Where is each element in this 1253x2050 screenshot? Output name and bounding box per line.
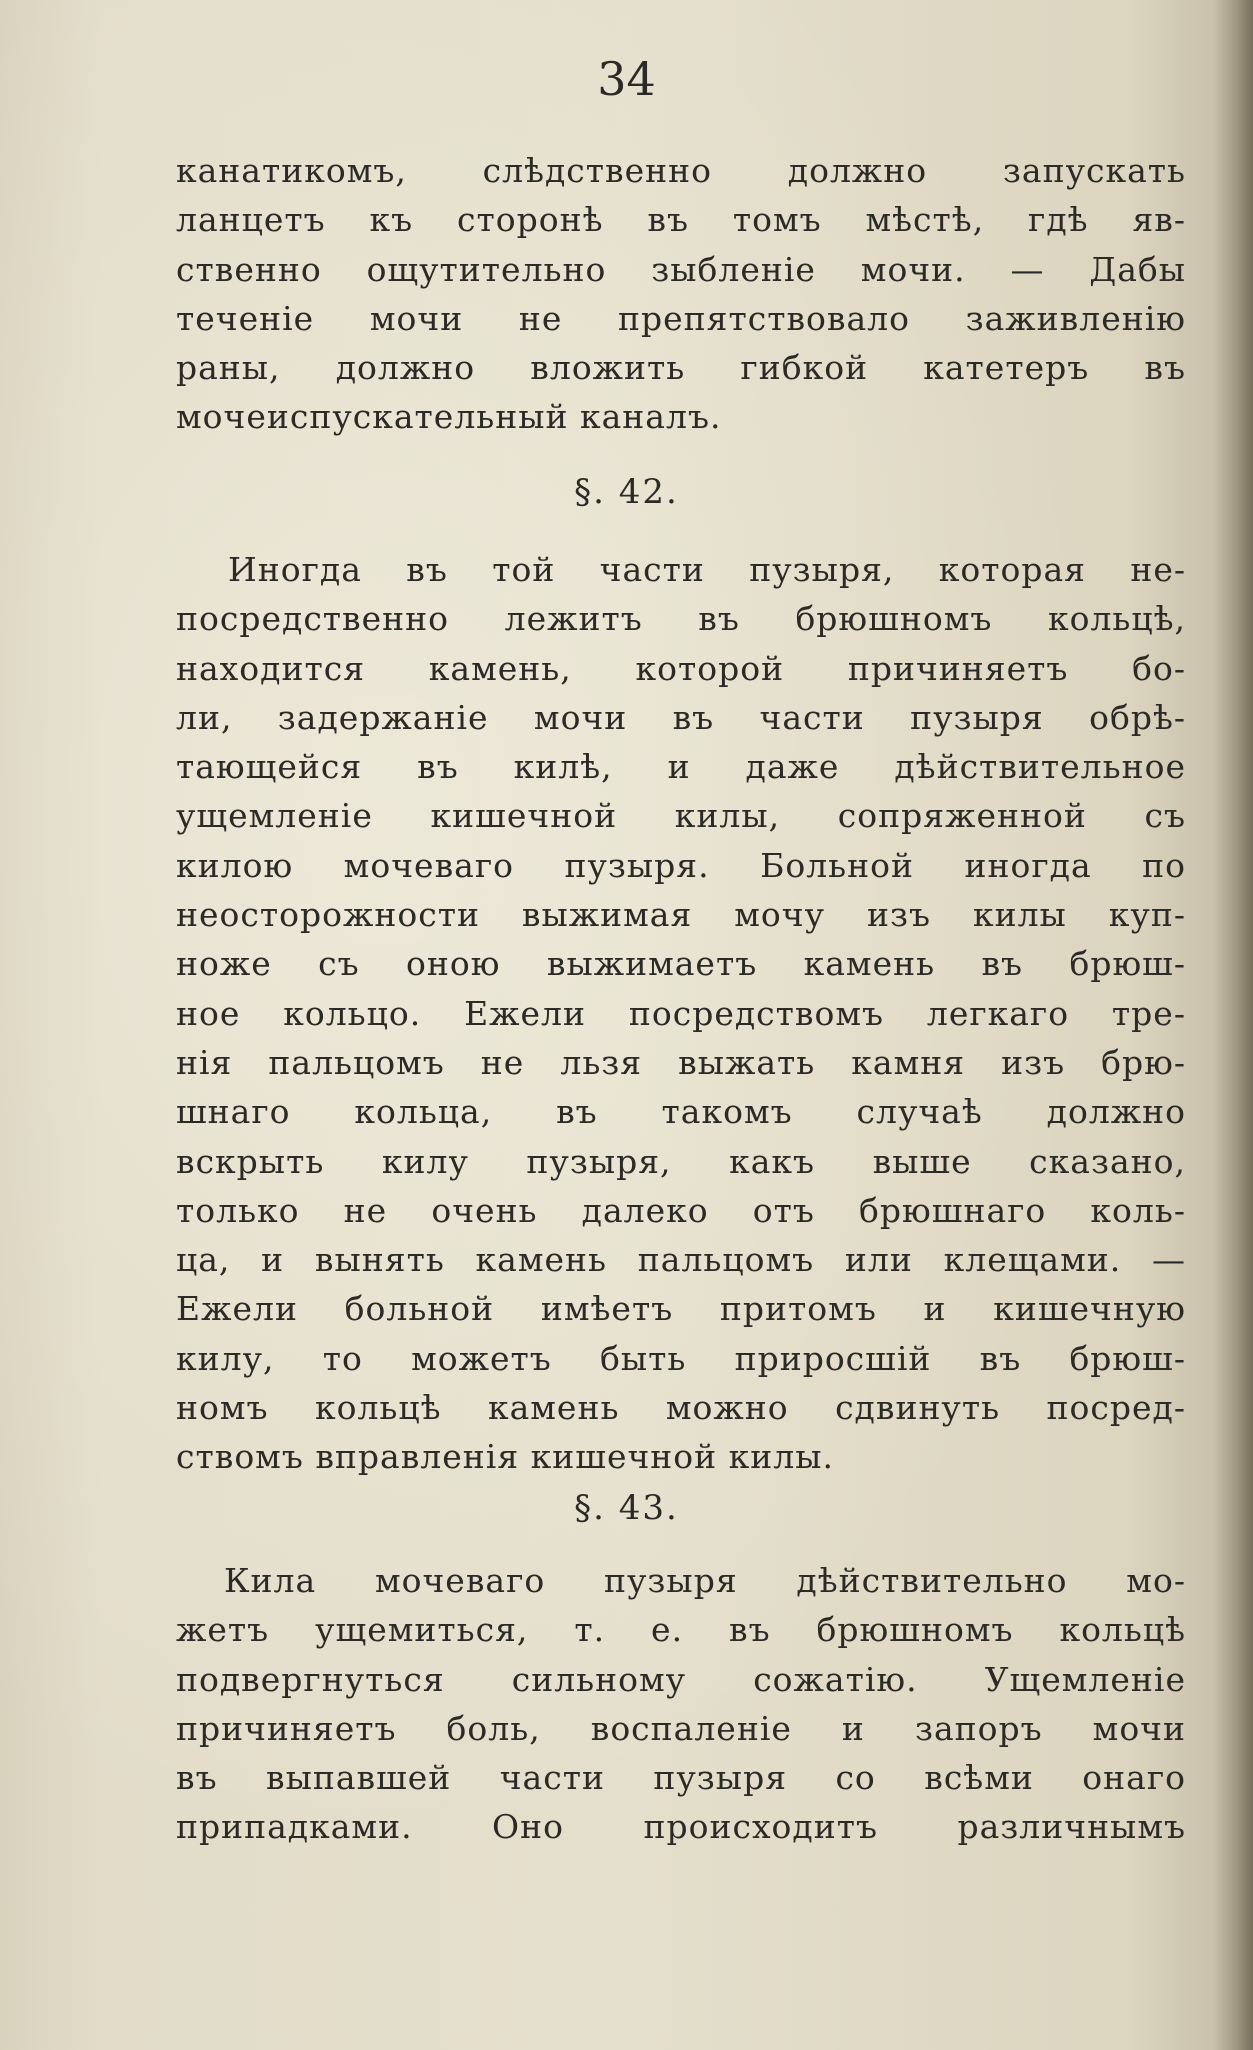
text-line: ца, и вынять камень пальцомъ или клещами. — <box>176 1240 1186 1280</box>
text-line: теченіе мочи не препятствовало заживленію <box>176 298 1186 338</box>
text-line: ствомъ вправленія кишечной килы. <box>176 1437 834 1477</box>
text-line: раны, должно вложить гибкой катетеръ въ <box>176 348 1186 388</box>
text-line: тающейся въ килѣ, и даже дѣйствительное <box>176 747 1186 787</box>
text-line: Иногда въ той части пузыря, которая не- <box>228 550 1186 589</box>
text-line: Кила мочеваго пузыря дѣйствительно мо- <box>224 1561 1186 1600</box>
paragraph-2 <box>176 545 1186 1482</box>
text-line: жетъ ущемиться, т. е. въ брюшномъ кольцѣ <box>176 1610 1186 1650</box>
text-line: канатикомъ, слѣдственно должно запускать <box>176 151 1186 190</box>
text-line: въ выпавшей части пузыря со всѣми онаго <box>176 1758 1186 1798</box>
section-heading-42: §. 42. <box>574 472 679 512</box>
text-line: Ежели больной имѣетъ притомъ и кишечную <box>176 1289 1186 1329</box>
paragraph-3 <box>176 1556 1186 1852</box>
text-line: только не очень далеко отъ брюшнаго коль- <box>176 1190 1186 1230</box>
text-line: ли, задержаніе мочи въ части пузыря обрѣ- <box>176 697 1186 737</box>
text-line: номъ кольцѣ камень можно сдвинуть посред- <box>176 1388 1186 1428</box>
text-line: подвергнуться сильному сожатію. Ущемленіе <box>176 1659 1186 1699</box>
text-line: нія пальцомъ не льзя выжать камня изъ брю- <box>176 1042 1186 1082</box>
page-number: 34 <box>597 52 656 106</box>
section-heading-43: §. 43. <box>574 1488 679 1528</box>
text-line: шнаго кольца, въ такомъ случаѣ должно <box>176 1092 1186 1132</box>
text-line: ственно ощутительно зыбленіе мочи. — Дабы <box>176 249 1186 289</box>
text-line: причиняетъ боль, воспаленіе и запоръ мочи <box>176 1708 1186 1748</box>
page-edge-shadow <box>1213 0 1253 2050</box>
text-line: находится камень, которой причиняетъ бо- <box>176 648 1186 688</box>
text-line: мочеиспускательный каналъ. <box>176 397 722 437</box>
text-line: посредственно лежитъ въ брюшномъ кольцѣ, <box>176 599 1186 639</box>
text-line: ноже съ оною выжимаетъ камень въ брюш- <box>176 944 1186 984</box>
text-line: вскрыть килу пузыря, какъ выше сказано, <box>176 1141 1186 1181</box>
text-line: ущемленіе кишечной килы, сопряженной съ <box>176 796 1186 836</box>
paragraph-1 <box>176 146 1186 442</box>
text-line: ланцетъ къ сторонѣ въ томъ мѣстѣ, гдѣ яв- <box>176 200 1186 240</box>
text-line: килою мочеваго пузыря. Больной иногда по <box>176 845 1186 885</box>
text-line: килу, то можетъ быть приросшій въ брюш- <box>176 1338 1186 1378</box>
text-line: ное кольцо. Ежели посредствомъ легкаго тре- <box>176 993 1186 1033</box>
text-line: неосторожности выжимая мочу изъ килы куп- <box>176 895 1186 935</box>
text-line: припадками. Оно происходитъ различнымъ <box>176 1807 1186 1847</box>
